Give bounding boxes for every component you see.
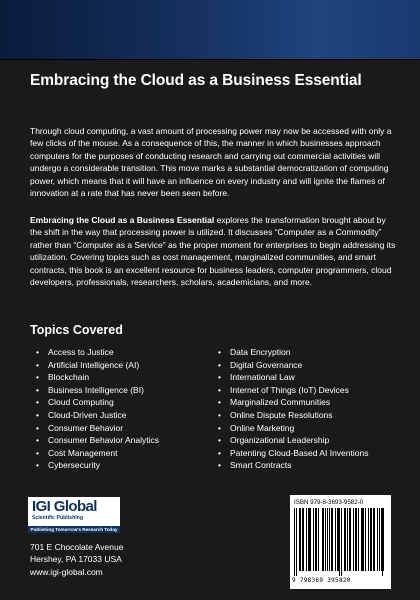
barcode-bar (345, 508, 346, 571)
barcode-bar (347, 508, 348, 571)
book-title: Embracing the Cloud as a Business Essential (30, 72, 362, 89)
address-line-1: 701 E Chocolate Avenue (30, 542, 124, 552)
barcode-bar (308, 508, 309, 571)
barcode-bar (344, 508, 345, 571)
topic-label: Cloud-Driven Justice (48, 409, 127, 420)
topic-label: Smart Contracts (230, 460, 292, 471)
barcode-bar (327, 508, 328, 571)
bullet-icon: • (218, 397, 221, 408)
barcode-bar (349, 508, 350, 571)
barcode-bar (363, 508, 364, 571)
topic-label: Blockchain (48, 372, 90, 383)
bullet-icon: • (218, 447, 221, 458)
barcode-bar (303, 508, 304, 571)
barcode-bar (318, 508, 319, 571)
logo-name: IGI Global (32, 498, 97, 515)
barcode-bar (356, 508, 357, 571)
topic-item (36, 384, 159, 397)
barcode-bar (338, 508, 339, 571)
topics-list-left (36, 346, 159, 472)
topic-label: Access to Justice (48, 347, 114, 357)
topic-item (218, 459, 368, 472)
barcode-bar (306, 508, 307, 571)
barcode-bar (316, 508, 317, 571)
bullet-icon: • (218, 372, 221, 383)
barcode-bar (379, 508, 380, 571)
bullet-icon: • (218, 347, 221, 357)
logo-tagline: Scientific Publishing (32, 515, 84, 521)
topic-item (36, 459, 159, 472)
topic-item (36, 422, 159, 435)
topic-label: Consumer Behavior Analytics (48, 435, 160, 446)
topic-item (218, 346, 368, 359)
barcode-bar (361, 508, 362, 571)
bullet-icon: • (218, 409, 221, 420)
barcode-bar (374, 508, 375, 571)
barcode-bar (329, 508, 330, 571)
barcode-bar (315, 508, 316, 571)
description-paragraph-1: Through cloud computing, a vast amount of processing power may now be accessed with only a few clicks of the mouse. As a consequence of this, the manner in which businesses approach computers for the purposes of conducting research and carrying out commercial activities will undergo a considerable transition. This move marks a substantial democratization of computing power, which means that it will have an influence on every industry and will ignite the flames of innovation at a rate that has never been seen before. (30, 126, 392, 199)
barcode-bar (302, 508, 303, 571)
bullet-icon: • (36, 422, 39, 433)
bullet-icon: • (218, 359, 221, 370)
topic-label: International Law (230, 372, 295, 383)
barcode-digits: 9 798369 395820 (292, 577, 351, 584)
topic-label: Cost Management (48, 447, 118, 458)
topic-label: Organizational Leadership (230, 435, 330, 446)
topic-item (36, 371, 159, 384)
barcode-bar (309, 508, 310, 571)
topic-label: Online Marketing (230, 422, 295, 433)
bullet-icon: • (218, 435, 221, 446)
publisher-website: www.igi-global.com (30, 566, 103, 577)
topic-label: Cybersecurity (48, 460, 100, 471)
isbn-barcode (290, 495, 391, 589)
topic-label: Data Encryption (230, 347, 291, 357)
topic-label: Patenting Cloud-Based AI Inventions (230, 447, 369, 458)
barcode-bar (339, 508, 340, 576)
bullet-icon: • (36, 409, 39, 420)
isbn-number: ISBN 979-8-3693-9582-0 (294, 499, 364, 506)
bullet-icon: • (218, 384, 221, 395)
barcode-bar (296, 508, 297, 576)
topic-item (218, 409, 368, 422)
barcode-bar (341, 508, 342, 576)
bullet-icon: • (36, 447, 39, 458)
logo-slogan: Publishing Tomorrow's Research Today (28, 526, 120, 533)
barcode-bar (323, 508, 324, 571)
barcode-bar (373, 508, 374, 571)
barcode-bar (365, 508, 366, 571)
topic-item (218, 434, 368, 447)
bullet-icon: • (36, 460, 39, 471)
bullet-icon: • (36, 372, 39, 383)
bullet-icon: • (218, 460, 221, 471)
address-line-2: Hershey, PA 17033 USA (30, 554, 122, 565)
barcode-bar (350, 508, 351, 571)
publisher-logo (28, 497, 120, 533)
topic-item (218, 359, 368, 372)
topic-item (36, 359, 159, 372)
topic-label: Consumer Behavior (48, 422, 124, 433)
topic-item (218, 422, 368, 435)
topic-label: Online Dispute Resolutions (230, 409, 333, 420)
topic-label: Digital Governance (230, 359, 303, 370)
topic-item (218, 396, 368, 409)
barcode-bar (331, 508, 332, 571)
barcode-bar (377, 508, 378, 571)
topic-item (218, 384, 368, 397)
bullet-icon: • (218, 422, 221, 433)
topics-list-right (218, 346, 368, 472)
barcode-bar (371, 508, 372, 571)
barcode-bar (382, 508, 383, 576)
barcode-bar (370, 508, 371, 571)
publisher-address (30, 541, 123, 578)
topic-label: Artificial Intelligence (AI) (48, 359, 140, 370)
topic-item (36, 346, 159, 359)
topic-item (36, 409, 159, 422)
barcode-bar (383, 508, 384, 571)
topic-item (36, 434, 159, 447)
barcode-bar (381, 508, 382, 571)
bullet-icon: • (36, 359, 39, 370)
barcode-bar (353, 508, 354, 571)
barcode-bar (358, 508, 359, 571)
topic-label: Marginalized Communities (230, 397, 331, 408)
barcode-bar (294, 508, 295, 576)
topic-item (36, 447, 159, 460)
topic-label: Business Intelligence (BI) (48, 384, 144, 395)
bullet-icon: • (36, 435, 39, 446)
topics-heading: Topics Covered (30, 323, 123, 337)
barcode-bars (294, 508, 387, 576)
topic-label: Internet of Things (IoT) Devices (230, 384, 349, 395)
barcode-bar (337, 508, 338, 571)
description-paragraph-2-text: explores the transformation brought about by the shift in the way that processing power is utilized. It discusses “Computer as a Commodity” rather than “Computer as a Service” as the proper moment for enterprises to begin addressing its utilization. Covering topics such as cost management, marginalized communities, and smart contracts, this book is an excellent resource for business leaders, computer programmers, cloud developers, professionals, researchers, scholars, academicians, and more. (30, 215, 396, 288)
barcode-bar (325, 508, 326, 571)
bullet-icon: • (36, 347, 39, 357)
header-banner (0, 0, 420, 60)
description-book-title: Embracing the Cloud as a Business Essential (30, 215, 215, 225)
barcode-bar (299, 508, 300, 571)
barcode-bar (355, 508, 356, 571)
barcode-bar (335, 508, 336, 571)
barcode-bar (322, 508, 323, 571)
topic-item (218, 447, 368, 460)
bullet-icon: • (36, 384, 39, 395)
topic-item (36, 396, 159, 409)
description-paragraph-2 (30, 214, 396, 288)
topic-item (218, 371, 368, 384)
barcode-bar (362, 508, 363, 571)
bullet-icon: • (36, 397, 39, 408)
barcode-bar (310, 508, 311, 571)
barcode-bar (368, 508, 369, 571)
topic-label: Cloud Computing (48, 397, 114, 408)
barcode-bar (300, 508, 301, 571)
barcode-bar (313, 508, 314, 571)
barcode-bar (332, 508, 333, 571)
